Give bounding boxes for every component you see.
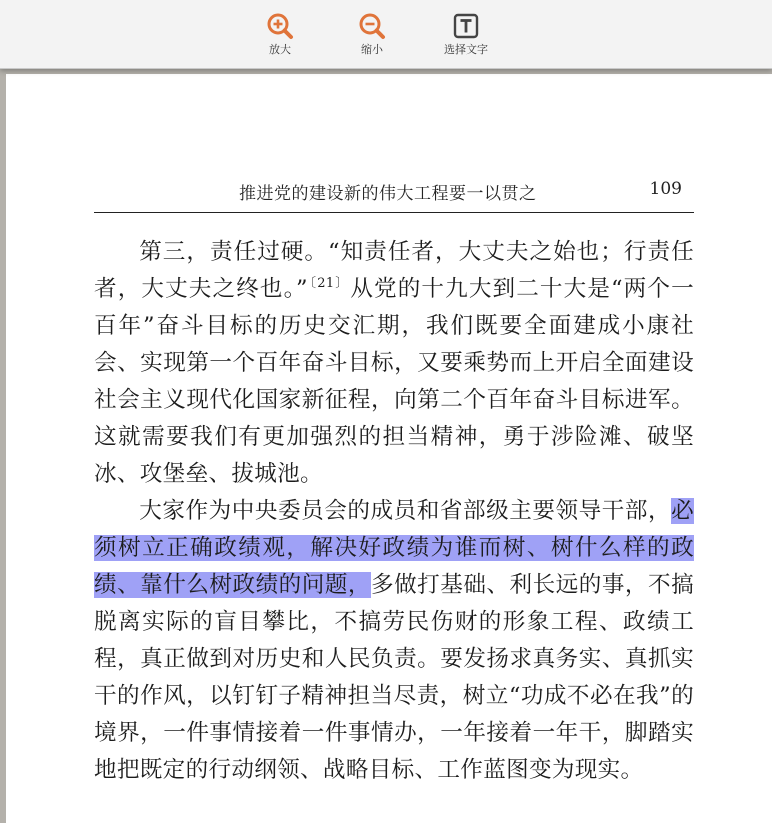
page-number: 109 <box>649 179 682 199</box>
footnote-marker[interactable]: 〔21〕 <box>308 276 350 292</box>
selected-text-highlight[interactable]: 必须树立正确政绩观，解决好政绩为谁而树、树什么样的政绩、靠什么树政绩的问题， <box>94 498 694 598</box>
paragraph-1-text-b: 从党的十九大到二十大是“两个一百年”奋斗目标的历史交汇期，我们既要全面建成小康社会、实现第一个百年奋斗目标，又要乘势而上开启全面建设社会主义现代化国家新征程，向第二个百年奋斗目标进军。这就需要我们有更加强烈的担当精神，勇于涉险滩、破坚冰、攻堡垒、拔城池。 <box>94 276 694 487</box>
paragraph-1-text-a: 第三，责任过硬。“知责任者，大丈夫之始也；行责任者，大丈夫之终也。” <box>94 239 694 302</box>
document-page[interactable] <box>6 74 772 834</box>
zoom-out-button[interactable] <box>332 12 412 56</box>
body-text[interactable] <box>94 234 694 789</box>
header-divider <box>94 212 694 213</box>
zoom-in-icon <box>266 12 294 40</box>
select-text-button[interactable] <box>426 12 506 56</box>
zoom-out-label: 缩小 <box>361 43 383 56</box>
zoom-in-label: 放大 <box>269 43 291 56</box>
paragraph-2[interactable] <box>94 493 694 789</box>
select-text-label: 选择文字 <box>444 43 488 56</box>
paragraph-2-text-before: 大家作为中央委员会的成员和省部级主要领导干部， <box>139 498 672 524</box>
running-head <box>94 179 694 203</box>
paragraph-2-text-after: 多做打基础、利长远的事，不搞脱离实际的盲目攀比，不搞劳民伤财的形象工程、政绩工程，真正做到对历史和人民负责。要发扬求真务实、真抓实干的作风，以钉钉子精神担当尽责，树立“功成不必在我”的境界，一件事情接着一件事情办，一年接着一年干，脚踏实地把既定的行动纲领、战略目标、工作蓝图变为现实。 <box>94 572 694 783</box>
reader-toolbar <box>0 0 772 69</box>
zoom-in-button[interactable] <box>240 12 320 56</box>
zoom-out-icon <box>358 12 386 40</box>
document-viewport[interactable] <box>0 69 772 823</box>
paragraph-1[interactable] <box>94 234 694 493</box>
text-select-icon <box>452 12 480 40</box>
running-title: 推进党的建设新的伟大工程要一以贯之 <box>239 184 537 204</box>
